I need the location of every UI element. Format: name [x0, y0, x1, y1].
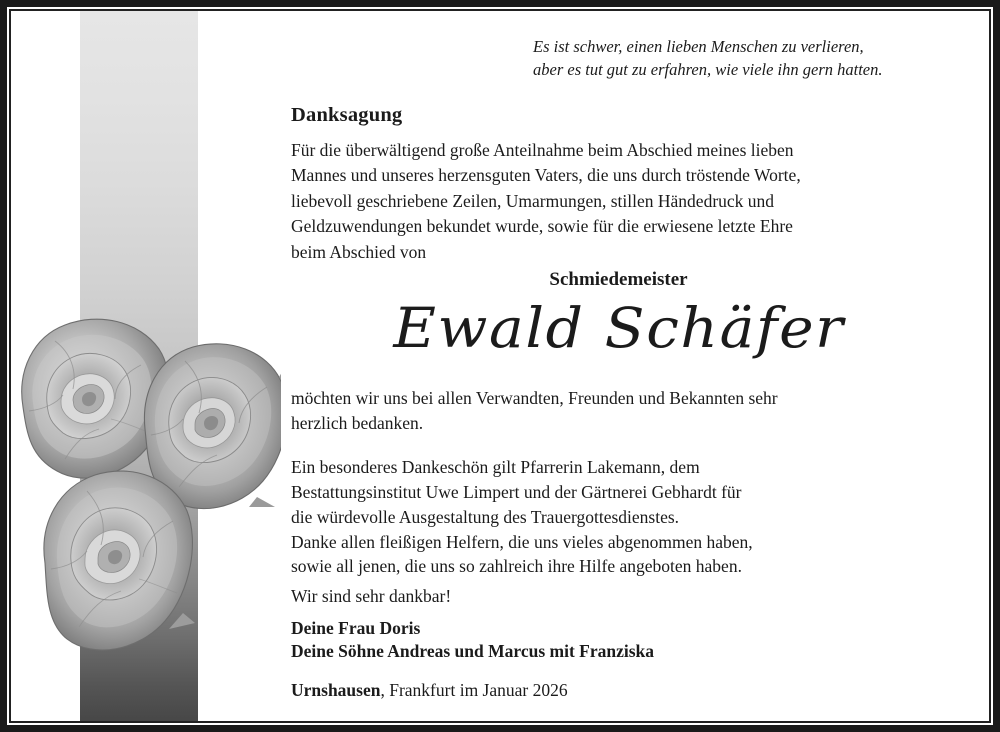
- card-canvas: [11, 11, 989, 721]
- intro-line-1: Für die überwältigend große Anteilnahme beim Abschied meines lieben: [291, 140, 794, 160]
- page-title: Danksagung: [291, 104, 403, 126]
- date-text: , Frankfurt im Januar 2026: [380, 680, 568, 700]
- signature-line-1: Deine Frau Doris: [291, 618, 421, 638]
- special-line-5: sowie all jenen, die uns so zahlreich ihre Hilfe angeboten haben.: [291, 556, 742, 577]
- intro-line-3: liebevoll geschriebene Zeilen, Umarmungen, stillen Händedruck und: [291, 190, 775, 211]
- grateful-line: Wir sind sehr dankbar!: [291, 586, 452, 606]
- signature-block: [291, 617, 654, 663]
- special-thanks-paragraph: [291, 455, 931, 579]
- thanks-line-2: herzlich bedanken.: [291, 413, 424, 434]
- intro-paragraph: [291, 138, 931, 265]
- card-frame-gap: [7, 7, 993, 725]
- decorative-artwork: [11, 11, 281, 721]
- special-line-1: Ein besonderes Dankeschön gilt Pfarrerin Lakemann, dem: [291, 457, 700, 477]
- deceased-title: Schmiedemeister: [549, 269, 688, 290]
- text-column: [283, 11, 989, 721]
- special-line-2: Bestattungsinstitut Uwe Limpert und der Gärtnerei Gebhardt für: [291, 481, 742, 502]
- thanks-line-1: möchten wir uns bei allen Verwandten, Freunden und Bekannten sehr: [291, 388, 778, 408]
- quote-line-1: Es ist schwer, einen lieben Menschen zu verlieren,: [533, 37, 864, 56]
- place-name: Urnshausen: [291, 680, 381, 700]
- special-line-3: die würdevolle Ausgestaltung des Trauergottesdienstes.: [291, 506, 680, 527]
- deceased-name: Ewald Schäfer: [393, 296, 845, 360]
- intro-line-2: Mannes und unseres herzensguten Vaters, die uns durch tröstende Worte,: [291, 165, 801, 186]
- quote-line-2: aber es tut gut zu erfahren, wie viele ihn gern hatten.: [533, 60, 883, 80]
- special-line-4: Danke allen fleißigen Helfern, die uns vieles abgenommen haben,: [291, 531, 753, 552]
- place-and-date: [291, 680, 568, 701]
- intro-line-5: beim Abschied von: [291, 241, 427, 262]
- intro-line-4: Geldzuwendungen bekundet wurde, sowie für die erwiesene letzte Ehre: [291, 216, 793, 237]
- signature-line-2: Deine Söhne Andreas und Marcus mit Franziska: [291, 640, 655, 661]
- card-frame-inner-line: [9, 9, 991, 723]
- rose-icon-lower: [37, 463, 197, 663]
- memorial-quote: [533, 35, 953, 82]
- thanks-paragraph: [291, 386, 931, 437]
